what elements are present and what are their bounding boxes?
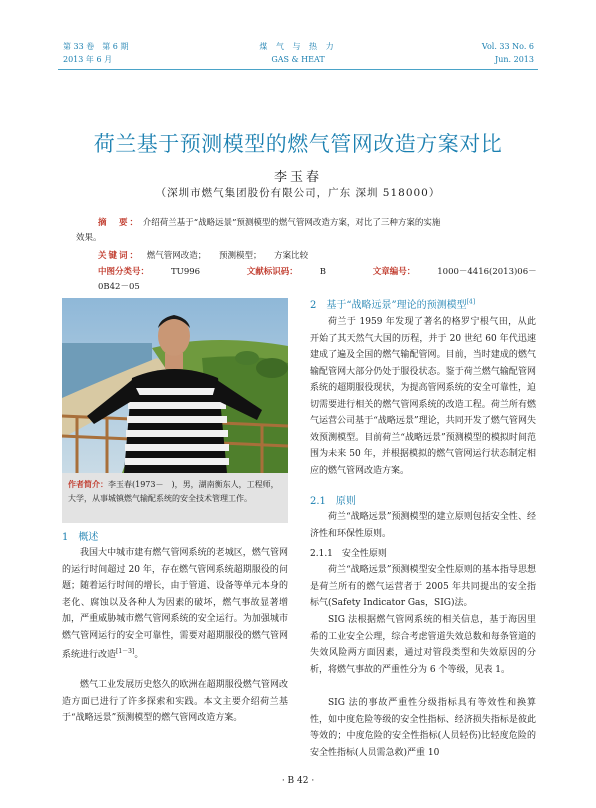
citation: [1－3] bbox=[116, 648, 135, 655]
clc-label: 中图分类号： bbox=[98, 267, 150, 277]
keyword: 预测模型； bbox=[218, 251, 262, 261]
abstract bbox=[76, 216, 526, 246]
section-2-1-paragraph: 荷兰“战略远景”预测模型的建立原则包括安全性、经济性和环保性原则。 bbox=[310, 512, 536, 539]
journal-name-cn: 煤 气 与 热 力 bbox=[259, 42, 337, 51]
abstract-text: 介绍荷兰基于“战略远景”预测模型的燃气管网改造方案，对比了三种方案的实施 bbox=[142, 218, 441, 228]
section-1-paragraph-1 bbox=[62, 545, 288, 664]
classification-row bbox=[98, 265, 548, 295]
section-2-heading bbox=[310, 296, 475, 311]
section-2-1-1-heading: 2.1.1 安全性原则 bbox=[310, 549, 387, 559]
keywords bbox=[98, 249, 548, 264]
doc-code-value: B bbox=[319, 267, 327, 277]
article-title: 荷兰基于预测模型的燃气管网改造方案对比 bbox=[93, 132, 503, 156]
clc-value: TU996 bbox=[171, 267, 201, 277]
section-2-paragraph-1: 荷兰于 1959 年发现了著名的格罗宁根气田，从此开始了其天然气大国的历程，并于 20 世纪 60 年代迅速建成了遍及全国的燃气输配管网。目前，当时建成的燃气输配管网大部分仍处于服役状态。鉴于荷兰燃气输配管网系统的超期服役现状，为提高管网系统的安全可靠性，迫切需要进行相关的燃气管网系统的改造工程。荷兰所有燃气运营公司基于“战略远景”理论，共同开发了燃气管网失效预测模型。目前荷兰“战略远景”预测模型的模拟时间范围为未来 50 年，并根据模拟的燃气管网运行状态制定相应的燃气管网改造方案。 bbox=[310, 317, 536, 476]
journal-name-en: GAS & HEAT bbox=[271, 55, 325, 64]
journal-date: 2013 年 6 月 bbox=[63, 55, 113, 64]
keyword: 方案比较 bbox=[274, 251, 309, 261]
abstract-label: 摘 要： bbox=[98, 218, 141, 228]
keywords-label: 关键词： bbox=[98, 251, 141, 261]
abstract-line-1 bbox=[76, 216, 526, 231]
journal-date-en: Jun. 2013 bbox=[495, 55, 534, 64]
author-affiliation: （深圳市燃气集团股份有限公司，广东 深圳 518000） bbox=[155, 187, 441, 199]
author-photo bbox=[62, 298, 288, 473]
section-2-1-1-paragraph-3: SIG 法的事故严重性分级指标具有等效性和换算性，如中度危险等级的安全性指标、经济损失指标是彼此等效的；中度危险的安全性指标(人员轻伤)比轻度危险的安全性指标(人员需急救)严重 10 bbox=[310, 698, 536, 758]
bio-text: 李玉春(1973－ )，男，湖南衡东人，工程师，大学，从事城镇燃气输配系统的安全技术管理工作。 bbox=[68, 480, 279, 503]
journal-volume-en-line1: Vol. 33 No. 6 bbox=[481, 42, 534, 51]
page-number: · B 42 · bbox=[281, 776, 315, 786]
bio-label: 作者简介： bbox=[68, 479, 108, 489]
section-2-1-1-paragraph-2: SIG 法根据燃气管网系统的相关信息，基于海因里希的工业安全公理，综合考虑管道失效总数和每条管道的失效风险两方面因素，通过对管段类型和失效原因的分析，将燃气事故的严重性分为 6 个等级，见表 1。 bbox=[310, 615, 536, 675]
abstract-text-cont: 效果。 bbox=[76, 233, 102, 243]
article-no-value: 1000－4416(2013)06－0B42－05 bbox=[98, 267, 537, 292]
section-1-heading: 1 概述 bbox=[62, 532, 99, 543]
article-author: 李玉春 bbox=[273, 170, 322, 185]
doc-code-label: 文献标识码： bbox=[246, 267, 298, 277]
article-no-label: 文章编号： bbox=[372, 267, 416, 277]
journal-volume: 第 33 卷 第 6 期 bbox=[63, 42, 129, 51]
keyword: 燃气管网改造； bbox=[146, 251, 207, 261]
header-divider bbox=[58, 69, 538, 70]
paragraph-text: 我国大中城市建有燃气管网系统的老城区，燃气管网的运行时间超过 20 年，存在燃气管网系统超期服役的问题；随着运行时间的增长，由于管道、设备等单元本身的老化、腐蚀以及各种人为因素的破坏，燃气事故显著增加，严重威胁城市燃气管网系统的安全运行。为加强城市燃气管网运行的安全可靠性，需要对超期服役的燃气管网系统进行改造 bbox=[62, 548, 288, 660]
paragraph-end: 。 bbox=[134, 650, 144, 660]
section-2-heading-text: 2 基于“战略远景”理论的预测模型 bbox=[310, 300, 467, 311]
author-photo-illustration bbox=[62, 298, 288, 473]
journal-volume-en bbox=[482, 40, 534, 66]
author-bio bbox=[62, 473, 288, 523]
section-2-1-heading: 2.1 原则 bbox=[310, 496, 356, 507]
section-1-paragraph-2: 燃气工业发展历史悠久的欧洲在超期服役燃气管网改造方面已进行了许多探索和实践。本文主要介绍荷兰基于“战略远景”预测模型的燃气管网改造方案。 bbox=[62, 680, 288, 723]
citation: [4] bbox=[466, 298, 476, 306]
section-2-1-1-paragraph-1: 荷兰“战略远景”预测模型安全性原则的基本指导思想是荷兰所有的燃气运营者于 2005 年共同提出的安全指标气(Safety Indicator Gas，SIG)法。 bbox=[310, 565, 536, 608]
